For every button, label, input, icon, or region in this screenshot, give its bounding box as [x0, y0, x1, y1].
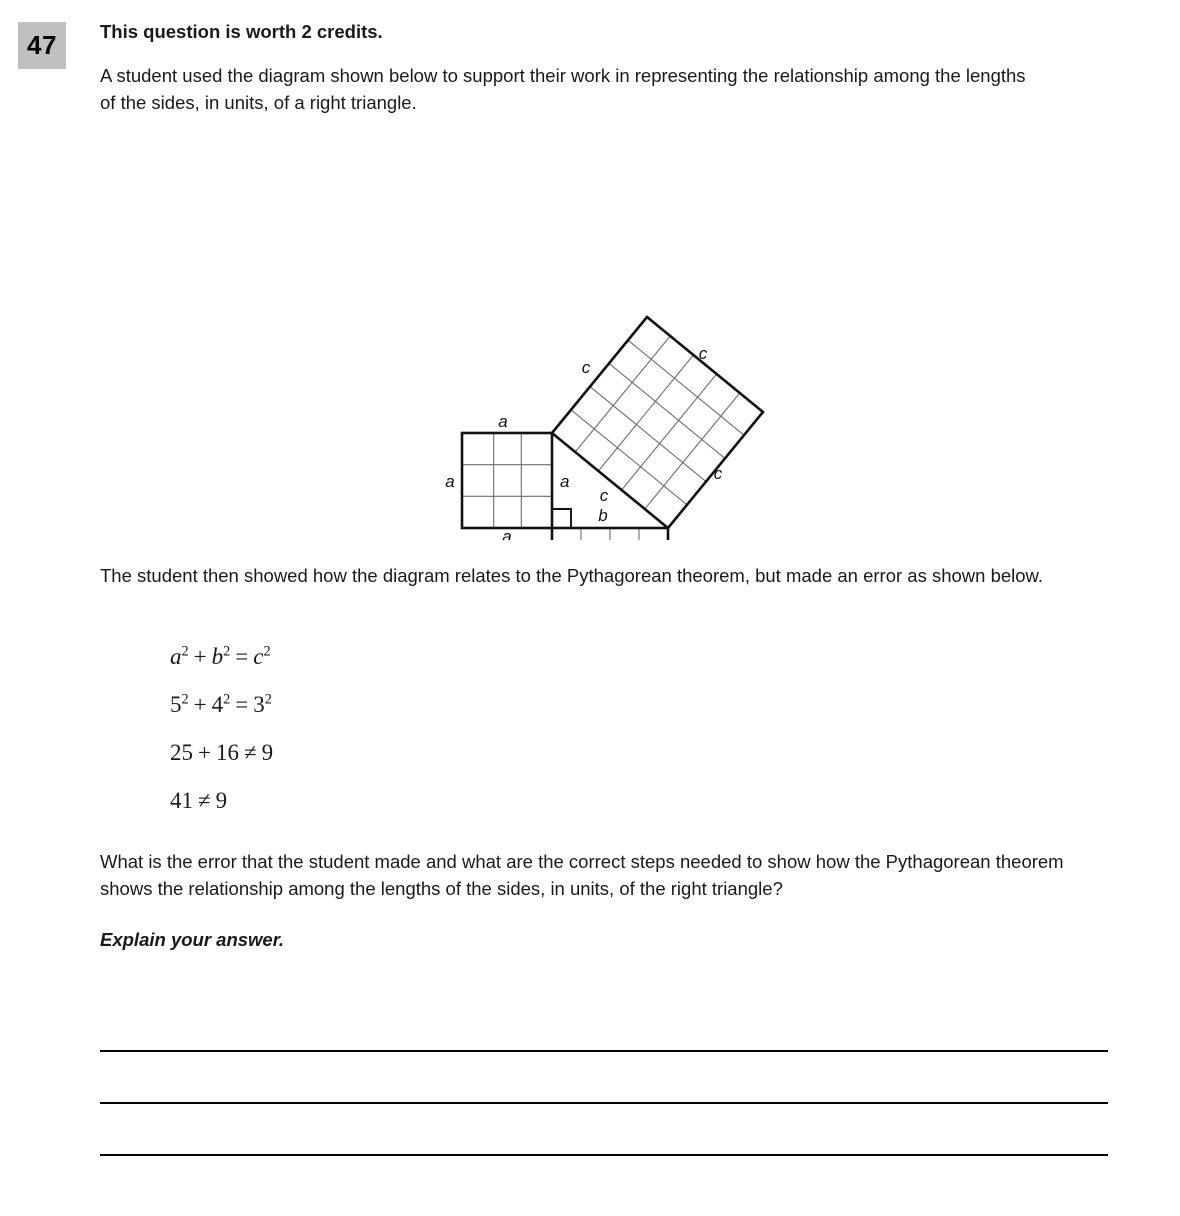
label-a-bottom: a: [502, 527, 512, 540]
closing-content: [100, 822, 1110, 951]
label-c-lower-right: c: [713, 464, 723, 483]
label-b-top: b: [598, 506, 608, 525]
square-c-gridlines: [571, 336, 744, 509]
square-c-outline: [552, 317, 763, 528]
square-a-group: [462, 433, 552, 528]
middle-paragraph: The student then showed how the diagram relates to the Pythagorean theorem, but made an error as shown below.: [100, 565, 1044, 586]
label-a-right: a: [560, 472, 570, 491]
answer-line-2[interactable]: [100, 1102, 1108, 1104]
intro-paragraph: A student used the diagram shown below to support their work in representing the relationship among the lengths of the sides, in units, of a right triangle.: [100, 64, 1026, 114]
square-a-outline: [462, 433, 552, 528]
square-a-gridlines: [462, 433, 552, 528]
equation-substituted: $5^2 + 4^2 = 3^2$: [170, 691, 272, 717]
lower-content: [100, 562, 1110, 589]
right-angle-marker: [552, 509, 571, 528]
explain-your-answer-line: Explain your answer.: [100, 928, 285, 950]
square-b-gridlines: [552, 528, 668, 540]
label-a-top: a: [498, 412, 508, 431]
equation-final: 41 ≠ 9: [170, 788, 228, 813]
answer-line-3[interactable]: [100, 1154, 1108, 1156]
equation-general: $a^2 + b^2 = c^2$: [170, 643, 271, 669]
question-number-text: 47: [27, 30, 57, 60]
answer-line-1[interactable]: [100, 1050, 1108, 1052]
question-paragraph: What is the error that the student made and what are the correct steps needed to show how the Pythagorean theorem shows the relationship among the lengths of the sides, in units, of the right triangle?: [100, 851, 1064, 900]
diagram-container: [0, 145, 1180, 540]
equation-list: [170, 633, 770, 825]
square-c-group: [552, 317, 763, 528]
credit-line: This question is worth 2 credits.: [100, 21, 383, 42]
question-content: [100, 0, 1110, 117]
label-a-left: a: [445, 472, 455, 491]
label-c-upper-left: c: [581, 358, 591, 377]
label-c-lower-left: c: [599, 486, 609, 505]
label-c-upper-right: c: [698, 344, 708, 363]
question-number-badge: [18, 22, 66, 69]
square-b-group: [552, 528, 668, 540]
equation-evaluated: 25 + 16 ≠ 9: [170, 740, 274, 765]
pythagorean-squares-diagram: [0, 145, 1180, 540]
